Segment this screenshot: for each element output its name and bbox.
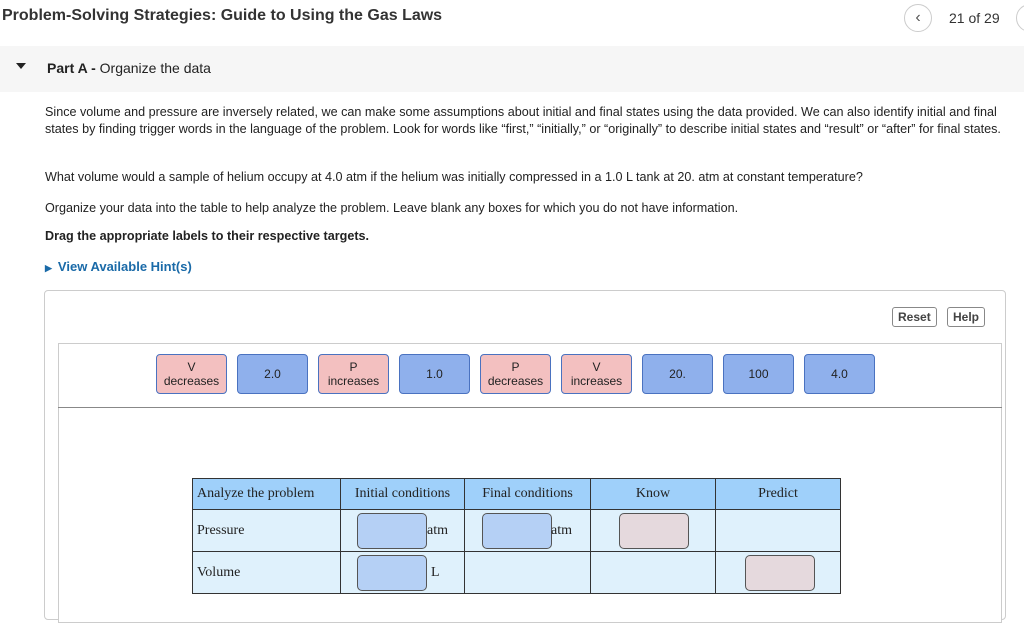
analysis-table bbox=[192, 478, 841, 594]
header-initial: Initial conditions bbox=[341, 479, 465, 510]
view-hints-link[interactable] bbox=[45, 259, 192, 274]
draggable-label[interactable] bbox=[723, 354, 794, 394]
next-button[interactable] bbox=[1016, 4, 1024, 32]
drag-instruction: Drag the appropriate labels to their respective targets. bbox=[45, 229, 370, 243]
draggable-label[interactable] bbox=[318, 354, 389, 394]
drop-target-final-pressure[interactable] bbox=[482, 513, 552, 549]
label-line2: 100 bbox=[748, 367, 769, 381]
draggable-label[interactable] bbox=[156, 354, 227, 394]
header-final: Final conditions bbox=[465, 479, 591, 510]
draggable-label[interactable] bbox=[561, 354, 632, 394]
label-line2: 4.0 bbox=[831, 367, 848, 381]
label-line2: decreases bbox=[163, 374, 220, 388]
header-analyze: Analyze the problem bbox=[193, 479, 341, 510]
draggable-label[interactable] bbox=[399, 354, 470, 394]
part-label: Part A - bbox=[47, 60, 96, 76]
unit: atm bbox=[427, 523, 448, 538]
help-button[interactable]: Help bbox=[947, 307, 985, 327]
drop-target-predict[interactable] bbox=[745, 555, 815, 591]
label-line2: 2.0 bbox=[264, 367, 281, 381]
table-row bbox=[193, 510, 841, 552]
item-position: 21 of 29 bbox=[949, 10, 1000, 26]
part-title: Organize the data bbox=[99, 60, 211, 76]
part-a-header[interactable] bbox=[0, 46, 1024, 92]
label-line1: P bbox=[511, 360, 520, 374]
drop-target-know[interactable] bbox=[619, 513, 689, 549]
chevron-left-icon: ‹ bbox=[915, 9, 921, 26]
instruction-text: Organize your data into the table to help analyze the problem. Leave blank any boxes for which you do not have information. bbox=[45, 201, 739, 215]
previous-button[interactable] bbox=[904, 4, 932, 32]
drop-target-initial-pressure[interactable] bbox=[357, 513, 427, 549]
label-line1: P bbox=[349, 360, 358, 374]
row-label: Pressure bbox=[193, 510, 341, 552]
draggable-label[interactable] bbox=[642, 354, 713, 394]
draggable-label[interactable] bbox=[804, 354, 875, 394]
label-line2: increases bbox=[327, 374, 380, 388]
hint-label: View Available Hint(s) bbox=[57, 259, 192, 274]
label-line2: 1.0 bbox=[426, 367, 443, 381]
label-line1: V bbox=[592, 360, 601, 374]
intro-text: Since volume and pressure are inversely related, we can make some assumptions about initial and final states using the data provided. We can also identify initial and final states by finding trigger words in the language of the problem. Look for words like “first,” “initially,” or “originally” to describe initial states and “result” or “after” for final states. bbox=[45, 105, 1001, 136]
reset-button[interactable]: Reset bbox=[892, 307, 937, 327]
draggable-label[interactable] bbox=[237, 354, 308, 394]
table-row bbox=[193, 552, 841, 594]
unit: L bbox=[431, 565, 440, 580]
label-line2: increases bbox=[570, 374, 623, 388]
question-text: What volume would a sample of helium occupy at 4.0 atm if the helium was initially compressed in a 1.0 L tank at 20. atm at constant temperature? bbox=[45, 170, 863, 184]
unit: atm bbox=[551, 523, 572, 538]
header-predict: Predict bbox=[716, 479, 841, 510]
draggable-label[interactable] bbox=[480, 354, 551, 394]
label-line2: decreases bbox=[487, 374, 544, 388]
caret-right-icon: ▶ bbox=[45, 263, 52, 273]
caret-down-icon bbox=[16, 63, 26, 69]
label-line1: V bbox=[187, 360, 196, 374]
divider bbox=[58, 407, 1002, 408]
header-know: Know bbox=[591, 479, 716, 510]
drop-target-initial-volume[interactable] bbox=[357, 555, 427, 591]
label-line2: 20. bbox=[669, 367, 686, 381]
page-title: Problem-Solving Strategies: Guide to Using the Gas Laws bbox=[2, 7, 443, 24]
row-label: Volume bbox=[193, 552, 341, 594]
